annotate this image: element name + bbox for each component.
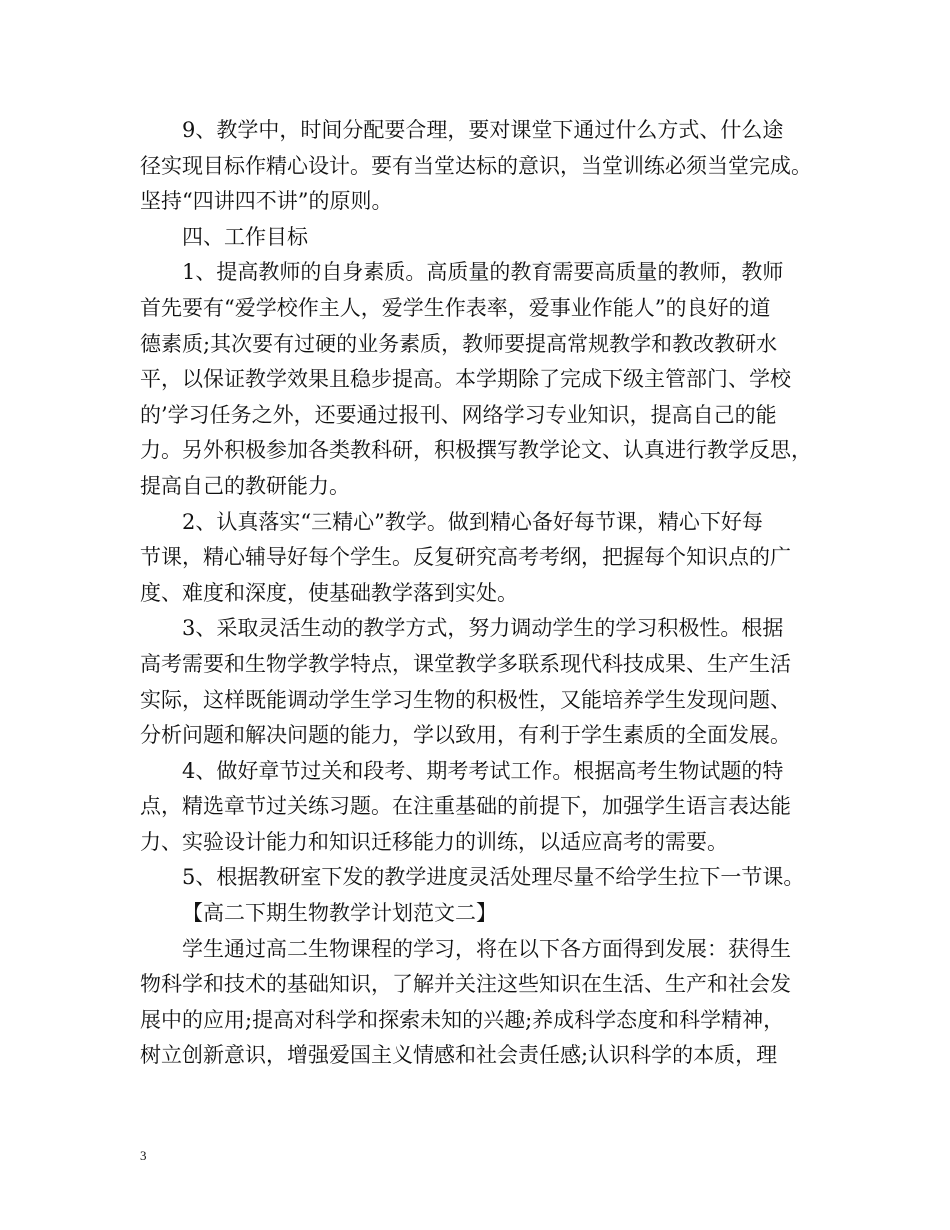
text-line: 分析问题和解决问题的能力，学以致用，有利于学生素质的全面发展。 (140, 723, 791, 748)
text-line: 9、教学中，时间分配要合理，要对课堂下通过什么方式、什么途 (182, 118, 784, 142)
text-line: 学生通过高二生物课程的学习，将在以下各方面得到发展：获得生 (182, 936, 791, 961)
goal-paragraph-5 (140, 860, 810, 896)
text-line: 的’学习任务之外，还要通过报刊、网络学习专业知识，提高自己的能 (140, 402, 777, 427)
text-line: 5、根据教研室下发的教学进度灵活处理尽量不给学生拉下一节课。 (182, 865, 805, 890)
section-heading-work-goals (140, 220, 810, 256)
text-line: 坚持“四讲四不讲”的原则。 (140, 189, 393, 214)
text-line: 树立创新意识，增强爱国主义情感和社会责任感;认识科学的本质，理 (140, 1043, 778, 1068)
text-line: 物科学和技术的基础知识，了解并关注这些知识在生活、生产和社会发 (140, 972, 791, 997)
text-line: 1、提高教师的自身素质。高质量的教育需要高质量的教师，教师 (182, 260, 784, 285)
text-line: 平，以保证教学效果且稳步提高。本学期除了完成下级主管部门、学校 (140, 367, 791, 392)
section-title-sample-two (140, 896, 810, 932)
goal-paragraph-3 (140, 611, 810, 753)
text-line: 2、认真落实“三精心”教学。做到精心备好每节课，精心下好每 (182, 509, 763, 534)
text-line: 展中的应用;提高对科学和探索未知的兴趣;养成科学态度和科学精神， (140, 1007, 785, 1032)
text-line: 3、采取灵活生动的教学方式，努力调动学生的学习积极性。根据 (182, 616, 784, 641)
text-line: 实际，这样既能调动学生学习生物的积极性，又能培养学生发现问题、 (140, 687, 791, 712)
text-line: 德素质;其次要有过硬的业务素质，教师要提高常规教学和教改教研水 (140, 331, 778, 356)
goal-paragraph-1 (140, 255, 810, 504)
heading-text: 四、工作目标 (182, 224, 308, 249)
text-line: 度、难度和深度，使基础教学落到实处。 (140, 580, 518, 605)
paragraph-item-9 (140, 113, 810, 220)
goal-paragraph-4 (140, 754, 810, 861)
section-title-text: 【高二下期生物教学计划范文二】 (182, 901, 497, 926)
text-line: 高考需要和生物学教学特点，课堂教学多联系现代科技成果、生产生活 (140, 651, 791, 676)
intro-paragraph (140, 932, 810, 1074)
text-line: 4、做好章节过关和段考、期考考试工作。根据高考生物试题的特 (182, 758, 784, 783)
text-line: 力。另外积极参加各类教科研，积极撰写教学论文、认真进行教学反思， (140, 438, 812, 463)
text-line: 提高自己的教研能力。 (140, 473, 350, 498)
text-line: 径实现目标作精心设计。要有当堂达标的意识，当堂训练必须当堂完成。 (140, 153, 812, 178)
text-line: 点，精选章节过关练习题。在注重基础的前提下，加强学生语言表达能 (140, 794, 791, 819)
document-body (140, 113, 810, 1074)
text-line: 力、实验设计能力和知识迁移能力的训练，以适应高考的需要。 (140, 829, 728, 854)
text-line: 首先要有“爱学校作主人，爱学生作表率，爱事业作能人”的良好的道 (140, 295, 771, 320)
goal-paragraph-2 (140, 505, 810, 612)
text-line: 节课，精心辅导好每个学生。反复研究高考考纲，把握每个知识点的广 (140, 545, 791, 570)
page-number: 3 (140, 1148, 147, 1163)
